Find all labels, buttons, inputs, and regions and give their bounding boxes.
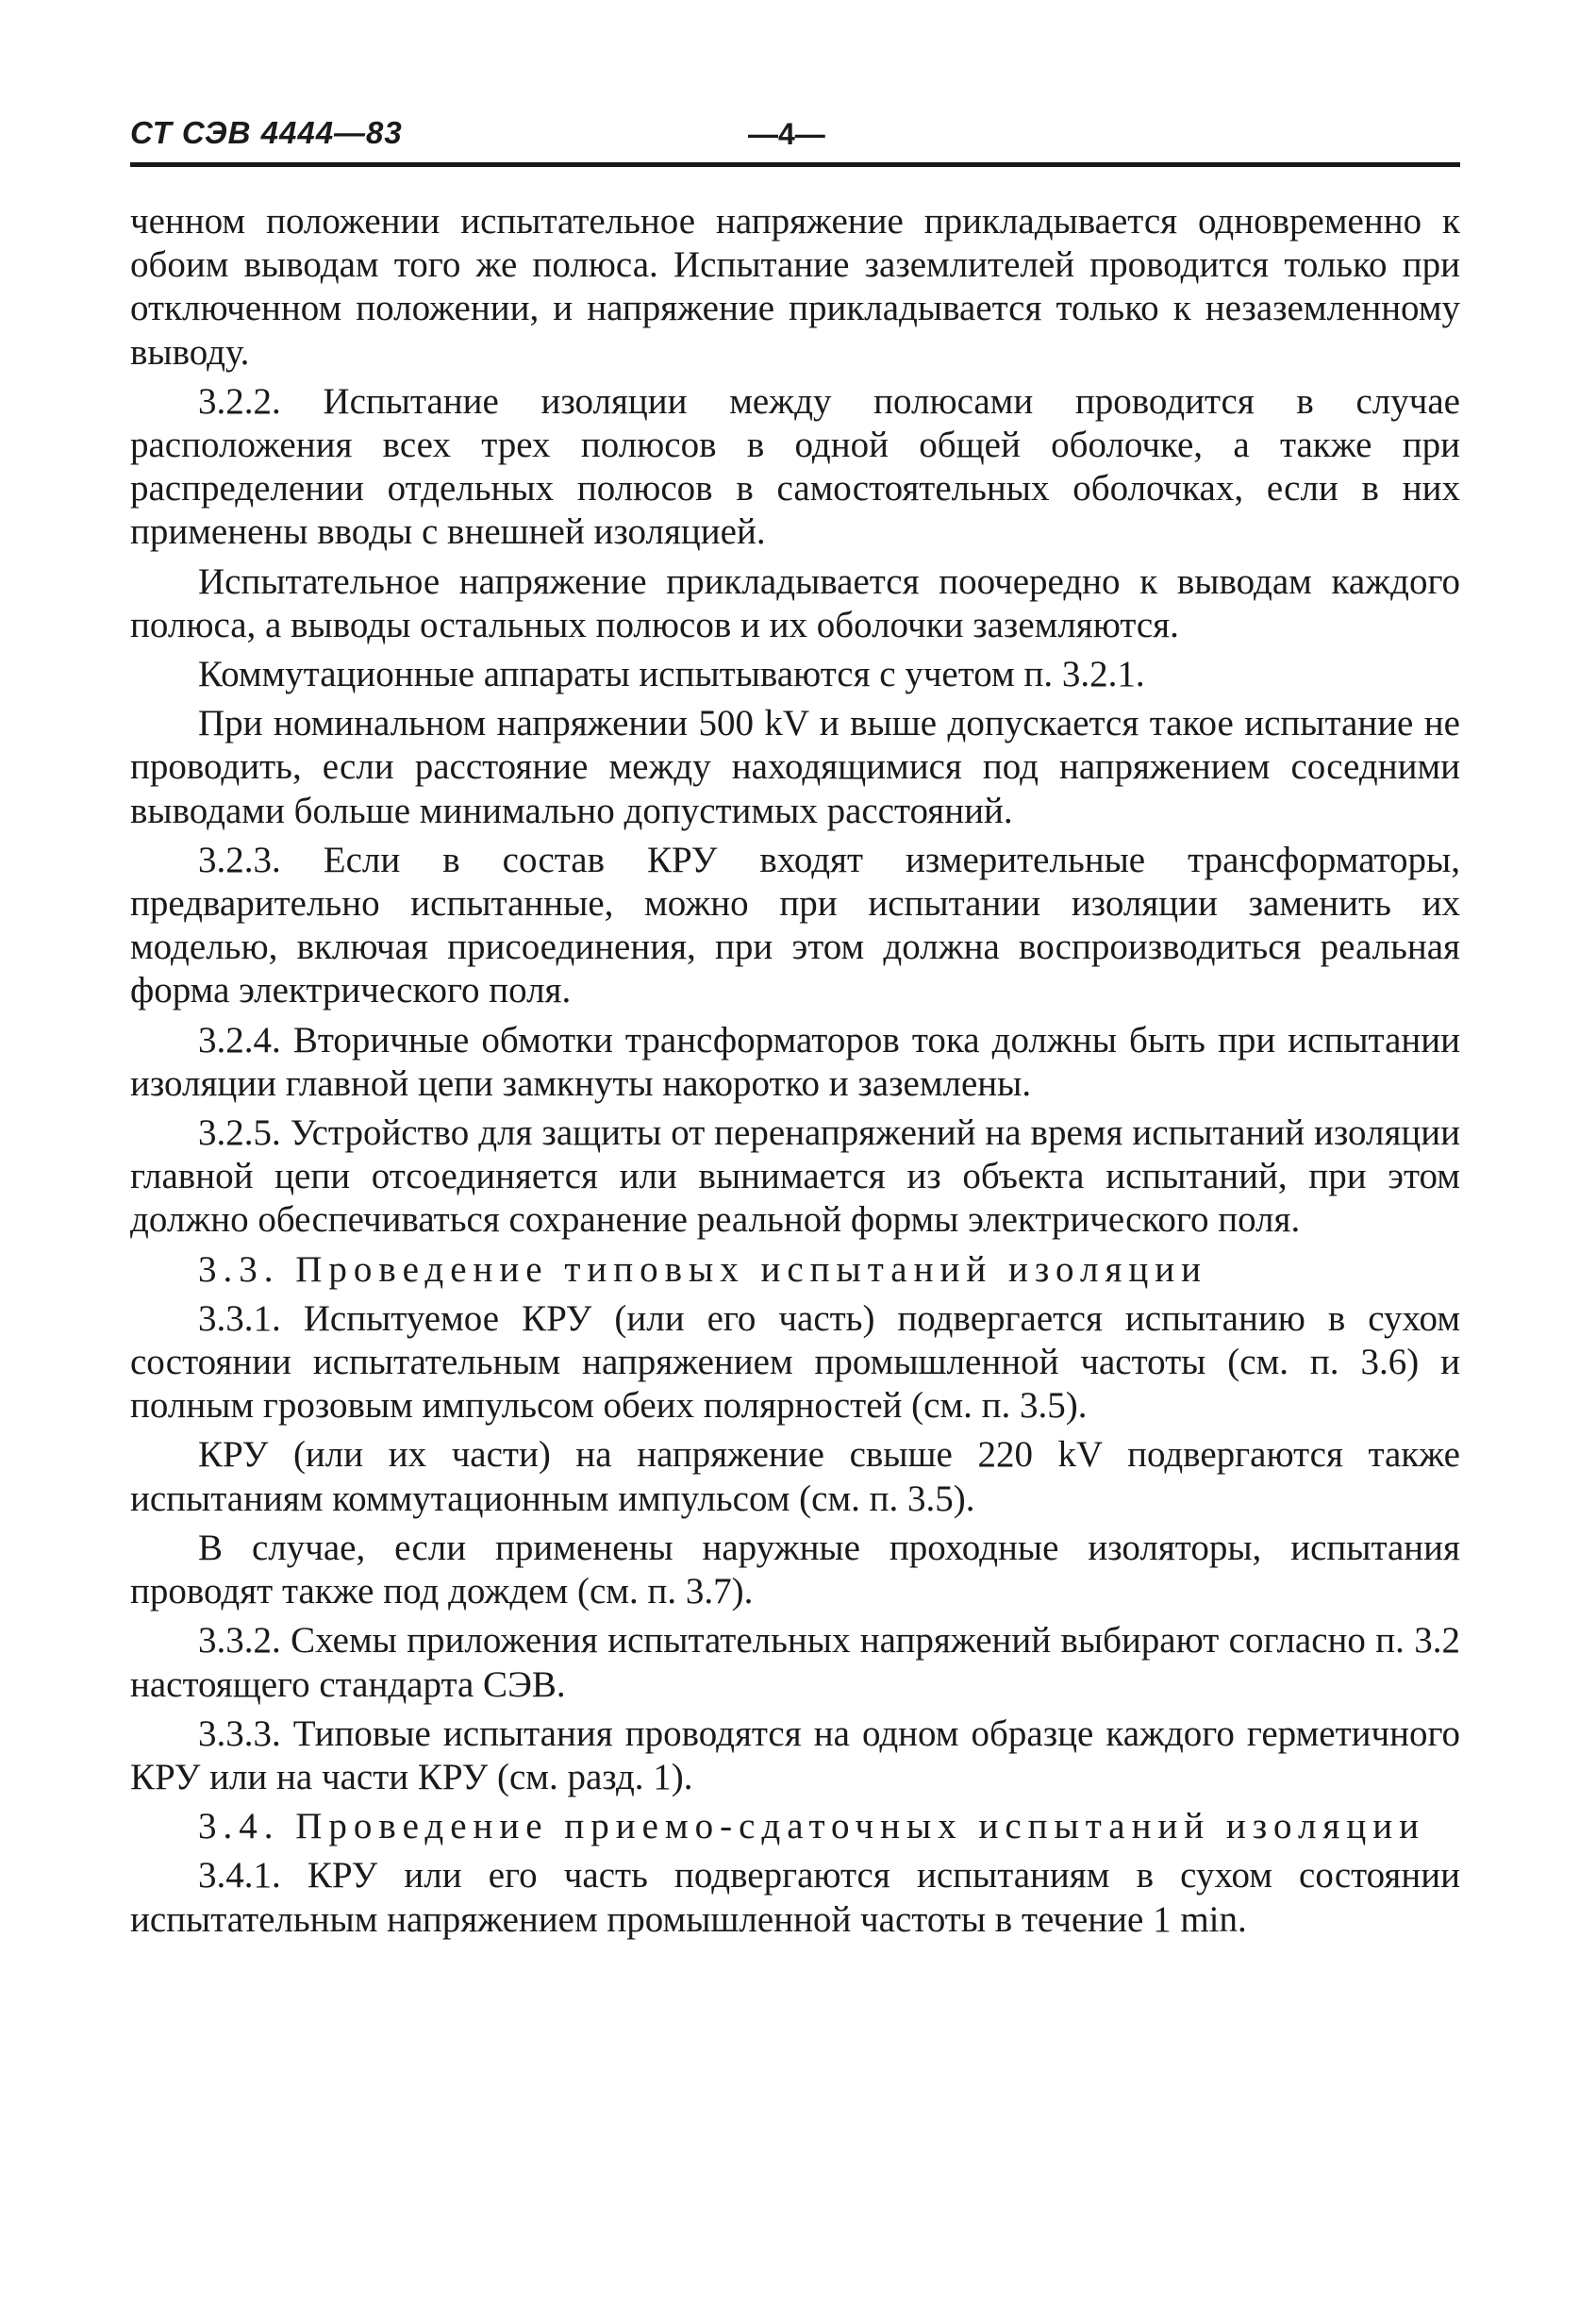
paragraph-3-3-1: 3.3.1. Испытуемое КРУ (или его часть) подвергается испытанию в сухом состоянии испытательным напряжением промышленной частоты (см. п. 3.6) и полным грозовым импульсом обеих полярностей (см. п. 3.5). (130, 1297, 1460, 1427)
document-code: СТ СЭВ 4444—83 (130, 115, 403, 150)
paragraph: При номинальном напряжении 500 kV и выше допускается такое испытание не проводить, если расстояние между находящимися под напряжением соседними выводами больше минимально допустимых расстояний. (130, 703, 1460, 831)
paragraph-3-2-2: 3.2.2. Испытание изоляции между полюсами проводится в случае расположения всех трех полюсов в одной общей оболочке, а также при распределении отдельных полюсов в самостоятельных оболочках, если в них применены вводы с внешней изоляцией. (130, 380, 1460, 553)
paragraph-continuation: ченном положении испытательное напряжение прикладывается одновременно к обоим выводам того же полюса. Испытание заземлителей проводится только при отключенном положении, и напряжение прикладывается только к незаземленному выводу. (130, 201, 1460, 373)
paragraph: КРУ (или их части) на напряжение свыше 220 kV подвергаются также испытаниям коммутационным импульсом (см. п. 3.5). (130, 1434, 1460, 1519)
page-number: —4— (748, 117, 825, 151)
section-heading-3-3: 3.3. Проведение типовых испытаний изоляции (198, 1248, 1208, 1290)
paragraph-3-2-5: 3.2.5. Устройство для защиты от перенапряжений на время испытаний изоляции главной цепи отсоединяется или вынимается из объекта испытаний, при этом должно обеспечиваться сохранение реальной формы электрического поля. (130, 1112, 1460, 1241)
paragraph-3-3-2: 3.3.2. Схемы приложения испытательных напряжений выбирают согласно п. 3.2 настоящего стандарта СЭВ. (130, 1620, 1460, 1705)
paragraph-3-3-3: 3.3.3. Типовые испытания проводятся на одном образце каждого герметичного КРУ или на части КРУ (см. разд. 1). (130, 1712, 1460, 1797)
paragraph-3-2-3: 3.2.3. Если в состав КРУ входят измерительные трансформаторы, предварительно испытанные, можно при испытании изоляции заменить их моделью, включая присоединения, при этом должна воспроизводиться реальная форма электрического поля. (130, 839, 1460, 1011)
section-heading-3-4: 3.4. Проведение приемо-сдаточных испытаний изоляции (198, 1806, 1425, 1847)
paragraph: Испытательное напряжение прикладывается поочередно к выводам каждого полюса, а выводы остальных полюсов и их оболочки заземляются. (130, 560, 1460, 645)
paragraph: Коммутационные аппараты испытываются с учетом п. 3.2.1. (198, 654, 1145, 695)
paragraph-3-4-1: 3.4.1. КРУ или его часть подвергаются испытаниям в сухом состоянии испытательным напряжением промышленной частоты в течение 1 min. (130, 1855, 1460, 1940)
document-body (130, 200, 1460, 1947)
page-header (130, 111, 1460, 168)
paragraph-3-2-4: 3.2.4. Вторичные обмотки трансформаторов тока должны быть при испытании изоляции главной цепи замкнуты накоротко и заземлены. (130, 1019, 1460, 1104)
header-divider (130, 162, 1460, 167)
paragraph: В случае, если применены наружные проходные изоляторы, испытания проводят также под дождем (см. п. 3.7). (130, 1527, 1460, 1612)
